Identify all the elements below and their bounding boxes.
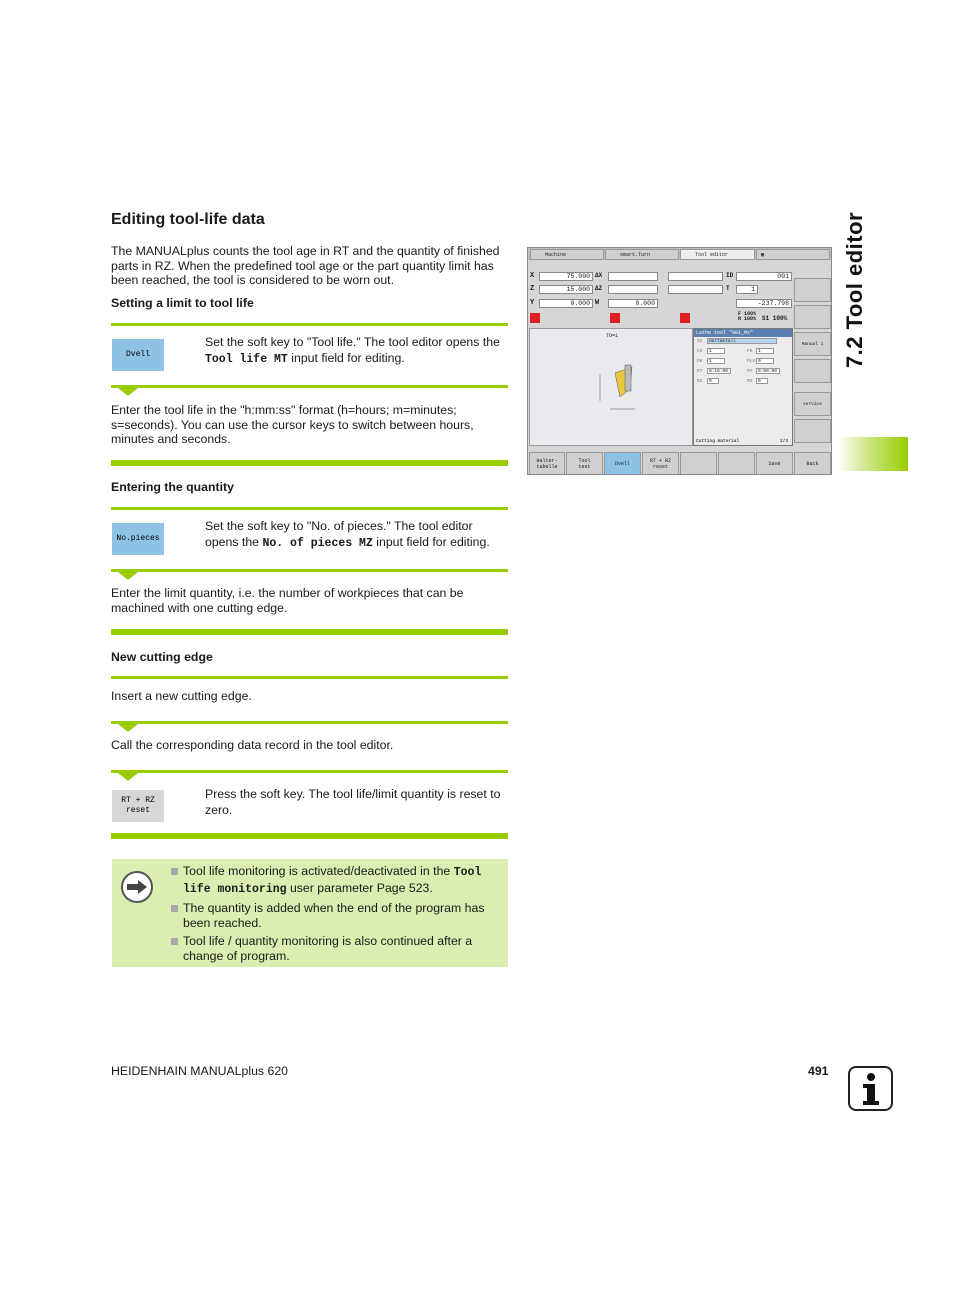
intro-paragraph: The MANUALplus counts the tool age in RT and the quantity of finished parts in RZ. When the predefined tool age or the part quantity limit has been reached, the tool is considered to be worn out. xyxy=(111,244,500,288)
limit-heading: Setting a limit to tool life xyxy=(111,296,254,310)
divider xyxy=(111,323,508,326)
dk-field[interactable]: 1 xyxy=(707,358,725,364)
softkey-holder-table[interactable]: Halter- tabelle xyxy=(529,452,565,475)
tab-machine[interactable]: Machine xyxy=(530,249,604,260)
axis-w-value: 0.000 xyxy=(608,299,658,308)
chapter-tab xyxy=(838,437,908,471)
softkey-line: reset xyxy=(125,806,150,815)
step-arrow xyxy=(118,724,138,732)
no-pieces-softkey[interactable]: No.pieces xyxy=(112,523,164,555)
dialog-label: DK xyxy=(697,359,703,364)
section-divider xyxy=(111,833,508,839)
vertical-softkey[interactable]: service xyxy=(794,392,831,416)
pls-field[interactable]: 0 xyxy=(756,358,774,364)
fk-field[interactable]: 1 xyxy=(756,348,774,354)
softkey-line: RT + RZ xyxy=(121,796,155,805)
footer-product: HEIDENHAIN MANUALplus 620 xyxy=(111,1064,288,1078)
softkey-dwell[interactable]: Dvell xyxy=(604,452,641,475)
t-value: 1 xyxy=(736,285,758,294)
divider xyxy=(111,507,508,510)
axis-dx-label: ΔX xyxy=(595,272,603,279)
divider xyxy=(111,569,508,572)
axis-z-label: Z xyxy=(530,285,535,293)
control-screenshot xyxy=(527,247,832,475)
edge-step1: Insert a new cutting edge. xyxy=(111,689,252,703)
note-item: The quantity is added when the end of the program has been reached. xyxy=(171,901,501,930)
step-arrow xyxy=(118,572,138,580)
position-value: -237.798 xyxy=(736,299,792,308)
rt-rz-reset-softkey[interactable] xyxy=(112,790,164,822)
axis-dz-value xyxy=(608,285,658,294)
t-label: T xyxy=(726,285,730,292)
dialog-label: RT xyxy=(697,369,703,374)
divider xyxy=(111,385,508,388)
graph-label: TO=1 xyxy=(606,333,619,339)
ck-field[interactable]: 1 xyxy=(707,348,725,354)
dialog-title: Lathe tool "001_Mx" xyxy=(694,329,792,337)
tool-dialog xyxy=(693,328,793,446)
dialog-footer-right: 2/3 xyxy=(780,439,789,444)
edge-heading: New cutting edge xyxy=(111,650,213,664)
step-arrow xyxy=(118,773,138,781)
axis-dz-label: ΔZ xyxy=(595,285,603,292)
section-divider xyxy=(111,460,508,466)
quantity-step-text: Set the soft key to "No. of pieces." The tool editor opens the No. of pieces MZ input field for editing. xyxy=(205,519,490,550)
dialog-label: RZ xyxy=(697,379,703,384)
dialog-label: CK xyxy=(697,349,703,354)
section-divider xyxy=(111,629,508,635)
tab-tool-editor[interactable]: Tool editor xyxy=(680,249,755,260)
softkey-tool-test[interactable]: Tool test xyxy=(566,452,603,475)
info-icon xyxy=(848,1066,893,1111)
axis-x-label: X xyxy=(530,272,535,280)
note-item: Tool life / quantity monitoring is also continued after a change of program. xyxy=(171,934,501,963)
rz-field[interactable]: 0 xyxy=(707,378,719,384)
limit-step-text: Set the soft key to "Tool life." The tool editor opens the Tool life MT input field for editing. xyxy=(205,335,500,366)
tab-smart-turn[interactable]: smart.Turn xyxy=(605,249,679,260)
c-axis-field xyxy=(668,272,723,281)
dialog-label: FK xyxy=(747,349,753,354)
softkey-rt-rz-reset[interactable]: RT + RZ reset xyxy=(642,452,679,475)
softkey-back[interactable]: Back xyxy=(794,452,831,475)
tool-drawing xyxy=(530,329,694,447)
step-arrow xyxy=(118,388,138,396)
vertical-softkey[interactable] xyxy=(794,419,831,443)
spindle-icon xyxy=(530,313,540,323)
tab-save-icon[interactable]: ▦ xyxy=(756,249,830,260)
axis-y-value: 0.000 xyxy=(539,299,593,308)
dialog-label: PLS xyxy=(747,359,756,364)
divider xyxy=(111,770,508,773)
axis-w-label: W xyxy=(595,299,600,307)
c-axis-field-2 xyxy=(668,285,723,294)
limit-after-text: Enter the tool life in the "h:mm:ss" format (h=hours; m=minutes; s=seconds). You can use the cursor keys to switch between hours, minutes and seconds. xyxy=(111,403,474,447)
mt-field[interactable]: 0:00:00 xyxy=(756,368,780,374)
spindle-icon xyxy=(680,313,690,323)
quantity-heading: Entering the quantity xyxy=(111,480,234,494)
feed-override: F 100% R 100% xyxy=(738,311,757,322)
softkey-save[interactable]: Save xyxy=(756,452,793,475)
axis-x-value: 75.000 xyxy=(539,272,593,281)
chapter-side-title: 7.2 Tool editor xyxy=(842,211,867,369)
spindle-icon xyxy=(610,313,620,323)
tool-graphic xyxy=(529,328,693,446)
softkey-empty[interactable] xyxy=(680,452,717,475)
id-label: ID xyxy=(726,272,734,279)
softkey-empty[interactable] xyxy=(718,452,755,475)
no-pieces-field-name: No. of pieces MZ xyxy=(262,536,373,550)
dialog-label: MT xyxy=(747,369,753,374)
quantity-after-text: Enter the limit quantity, i.e. the number of workpieces that can be machined with one cutting edge. xyxy=(111,586,464,615)
vertical-softkey[interactable] xyxy=(794,359,831,383)
divider xyxy=(111,721,508,724)
page-number: 491 xyxy=(808,1064,829,1078)
edge-step2: Call the corresponding data record in the tool editor. xyxy=(111,738,394,752)
dwell-softkey[interactable]: Dvell xyxy=(112,339,164,371)
axis-z-value: 15.000 xyxy=(539,285,593,294)
rt-field[interactable]: 0:15:00 xyxy=(707,368,731,374)
vertical-softkey[interactable] xyxy=(794,278,831,302)
mz-field[interactable]: 0 xyxy=(756,378,768,384)
dialog-label: MZ xyxy=(747,379,753,384)
id-value: 001 xyxy=(736,272,792,281)
edge-step3: Press the soft key. The tool life/limit quantity is reset to zero. xyxy=(205,787,501,817)
note-list xyxy=(171,864,501,968)
cutting-material-select[interactable]: Hartmetall xyxy=(707,338,777,344)
divider xyxy=(111,676,508,679)
arrow-right-icon xyxy=(121,871,153,903)
axis-dx-value xyxy=(608,272,658,281)
dialog-footer-left: Cutting material xyxy=(696,439,740,444)
note-item: Tool life monitoring is activated/deactivated in the Tool life monitoring user parameter Page 523. xyxy=(171,864,501,897)
section-title: Editing tool-life data xyxy=(111,211,265,228)
tool-life-field-name: Tool life MT xyxy=(205,352,288,366)
axis-y-label: Y xyxy=(530,299,535,307)
vertical-softkey[interactable] xyxy=(794,305,831,329)
spindle-override: S1 100% xyxy=(762,315,788,322)
vertical-softkey[interactable]: Manual 1 xyxy=(794,332,831,356)
dialog-label: SS xyxy=(697,339,703,344)
